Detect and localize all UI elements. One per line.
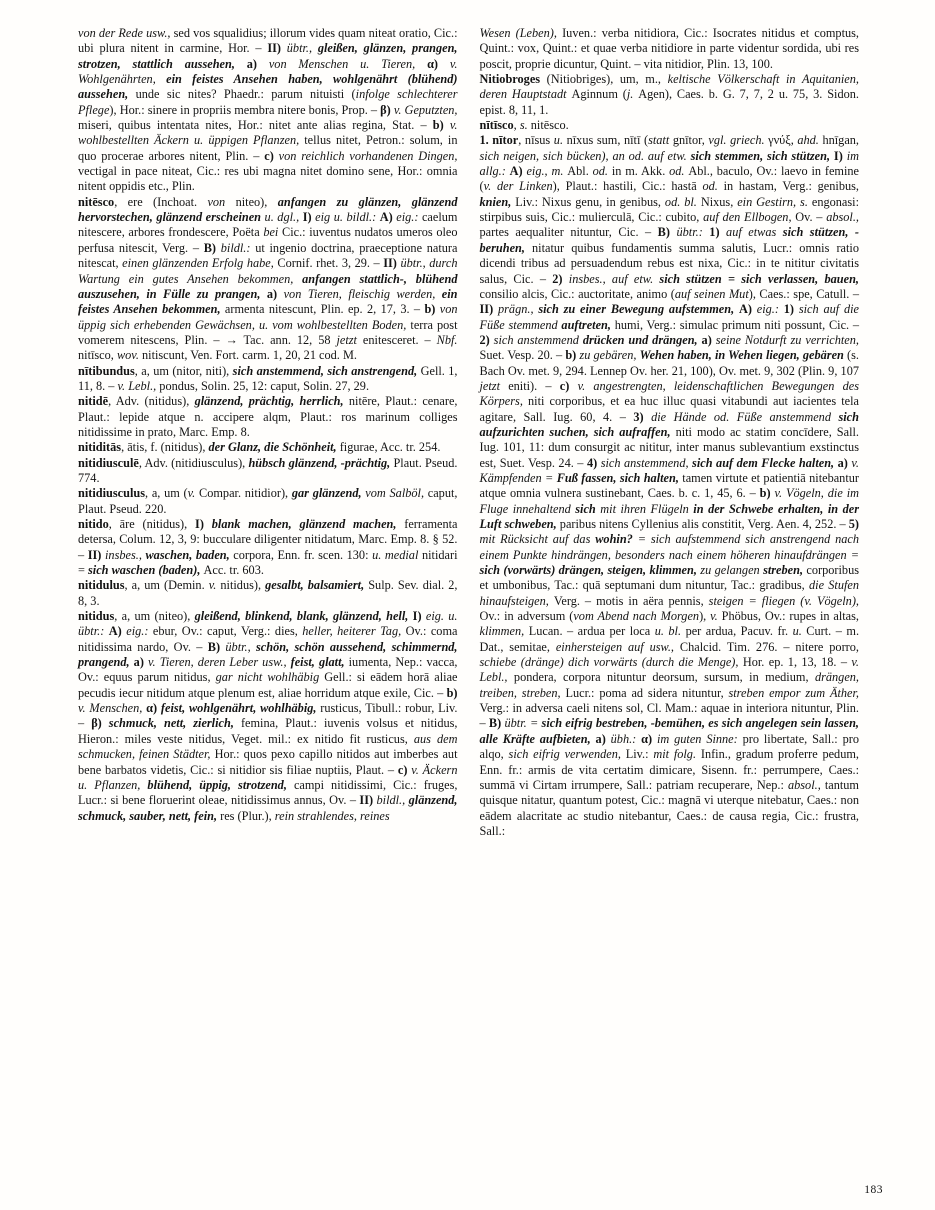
entry-nitidulus: nitidulus, a, um (Demin. v. nitidus), gesalbt, balsamiert, Sulp. Sev. dial. 2, 8, 3.: [78, 578, 458, 608]
entry-nitibundus: nītibundus, a, um (nitor, niti), sich anstemmend, sich anstrengend, Gell. 1, 11, 8. – v. Lebl., pondus, Solin. 25, 12: caput, Solin. 27, 29.: [78, 363, 458, 393]
entry-nitidiuscule: nitidiusculē, Adv. (nitidiusculus), hübsch glänzend, -prächtig, Plaut. Pseud. 774.: [78, 455, 458, 485]
entry-nitesco: nitēsco, ere (Inchoat. von niteo), anfangen zu glänzen, glänzend hervorstechen, glänzend erscheinen u. dgl., I) eig u. bildl.: A) eig.: caelum nitescere, arbores frondescere, Poëta bei Cic.: iuventus nudatos umeros oleo perfusa nitescit, Verg. – B) bildl.: ut ingenio doctrina, praeceptione natura nitescat, einen glänzenden Erfolg habe, Cornif. rhet. 3, 29. – II) übtr., durch Wartung ein gutes Ansehen bekommen, anfangen stattlich-, blühend auszusehen, in Fülle zu prangen, a) von Tieren, fleischig werden, ein feistes Ansehen bekommen, armenta nitescunt, Plin. ep. 2, 17, 3. – b) von üppig sich erhebenden Gewächsen, u. vom wohlbestellten Boden, terra post vomerem nitescens, Plin. – → Tac. ann. 12, 58 jetzt enitesceret. – Nbf. nitīsco, wov. nitiscunt, Ven. Fort. carm. 1, 20, 21 cod. M.: [78, 194, 458, 363]
entry-niteo-continuation: von der Rede usw., sed vos squalidius; illorum vides quam niteat oratio, Cic.: ubi plura nitent in carmine, Hor. – II) übtr., gleißen, glänzen, prangen, strotzen, stattlich aussehen, a) von Menschen u. Tieren, α) v. Wohlgenährten, ein feistes Ansehen haben, wohlgenährt (blühend) aussehen, unde sic nites? Phaedr.: parum nituisti (infolge schlechterer Pflege), Hor.: sinere in propriis membra nitere bonis, Prop. – β) v. Geputzten, miseri, quibus intentata nites, Hor.: nitet ante alias regina, Stat. – b) v. wohlbestellten Äckern u. üppigen Pflanzen, tellus nitet, Petron.: solum, in quo procerae arbores nitent, Plin. – c) von reichlich vorhandenen Dingen, vectigal in pace niteat, Cic.: res ubi magna nitet domino sene, Hor.: omnia nitent oppidis etc., Plin.: [78, 26, 458, 194]
entry-nitisco: nītīsco, s. nitēsco.: [479, 118, 569, 133]
entry-nitidus-continuation: Wesen (Leben), Iuven.: verba nitidiora, Cic.: Isocrates nitidus et comptus, Quint.: vox, Quint.: et quae verba nitidiore in parte videntur sordida, ubi res poscit, proprie dicuntur, Quint. – vita nitidior, Plin. 13, 100.: [479, 26, 859, 71]
left-column: [78, 26, 458, 839]
page-number: 183: [864, 1184, 883, 1196]
entry-nitiditas: nitiditās, ātis, f. (nitidus), der Glanz, die Schönheit, figurae, Acc. tr. 254.: [78, 440, 441, 455]
entry-nitido: nitido, āre (nitidus), I) blank machen, glänzend machen, ferramenta detersa, Colum. 12, 3, 9: bucculare diligenter nitidatum, Marc. Emp. 8. § 52. – II) insbes., waschen, baden, corpora, Enn. fr. scen. 130: u. medial nitidari = sich waschen (baden), Acc. tr. 603.: [78, 517, 458, 578]
right-column: [480, 26, 860, 839]
entry-nitidiusculus: nitidiusculus, a, um (v. Compar. nitidior), gar glänzend, vom Salböl, caput, Plaut. Pseud. 220.: [78, 486, 458, 516]
entry-nitidus: nitidus, a, um (niteo), gleißend, blinkend, blank, glänzend, hell, I) eig. u. übtr.: A) eig.: ebur, Ov.: caput, Verg.: dies, heller, heiterer Tag, Ov.: coma nitidissima nardo, Ov. – B) übtr., schön, schön aussehend, schimmernd, prangend, a) v. Tieren, deren Leber usw., feist, glatt, iumenta, Nep.: vacca, Ov.: equus parum nitidus, gar nicht wohlhäbig Gell.: si eādem horā aliae pecudis iecur nitidum atque plenum est, aliae horridum atque exile, Cic. – b) v. Menschen, α) feist, wohlgenährt, wohlhäbig, rusticus, Tibull.: robur, Liv. – β) schmuck, nett, zierlich, femina, Plaut.: iuvenis volsus et nitidus, Hieron.: miles veste nitidus, Veget. mil.: ex nitido fit rusticus, aus dem schmucken, feinen Städter, Hor.: quos pexo capillo nitidos aut imberbes aut bene barbatos videtis, Cic.: si nitidior sis filiae nuptiis, Plaut. – c) v. Äckern u. Pflanzen, blühend, üppig, strotzend, campi nitidissimi, Cic.: fruges, Lucr.: si bene floruerint oleae, nitidissimus annus, Ov. – II) bildl., glänzend, schmuck, sauber, nett, fein, res (Plur.), rein strahlendes, reines: [78, 609, 458, 823]
entry-nitor-verb: 1. nītor, nīsus u. nīxus sum, nītī (statt gnītor, vgl. griech. γνύξ, ahd. hnīgan, sich neigen, sich bücken), an od. auf etw. sich stemmen, sich stützen, I) im allg.: A) eig., m. Abl. od. in m. Akk. od. Abl., baculo, Ov.: laevo in femine (v. der Linken), Plaut.: hastili, Cic.: hastā od. in hastam, Verg.: genibus, knien, Liv.: Nixus genu, in genibus, od. bl. Nixus, ein Gestirn, s. engonasi: stirpibus suis, Cic.: mulierculā, Cic.: cubito, auf den Ellbogen, Ov. – absol., partes aequaliter nituntur, Cic. – B) übtr.: 1) auf etwas sich stützen, -beruhen, nitatur quibus fundamentis summa salutis, Lucr.: omnis ratio dicendi tribus ad persuadendum rebus est nixa, Cic.: in te nititur civitatis salus, Cic. – 2) insbes., auf etw. sich stützen = sich verlassen, bauen, consilio alcis, Cic.: auctoritate, animo (auf seinen Mut), Caes.: spe, Catull. – II) prägn., sich zu einer Bewegung aufstemmen, A) eig.: 1) sich auf die Füße stemmend auftreten, humi, Verg.: simulac primum niti possunt, Cic. – 2) sich anstemmend drücken und drängen, a) seine Notdurft zu verrichten, Suet. Vesp. 20. – b) zu gebären, Wehen haben, in Wehen liegen, gebären (s. Bach Ov. met. 9, 294. Lennep Ov. her. 21, 100), Ov. met. 9, 302 (Plin. 9, 107 jetzt eniti). – c) v. angestrengten, leidenschaftlichen Bewegungen des Körpers, niti corporibus, et ea huc illuc quasi vitabundi aut iacientes tela agitare, Sall. Iug. 60, 4. – 3) die Hände od. Füße anstemmend sich aufzurichten suchen, sich aufraffen, niti modo ac statim concīdere, Sall. Iug. 101, 11: dum consurgit ac nititur, inter manus sublevantium exstinctus est, Suet. Vesp. 24. – 4) sich anstemmend, sich auf dem Flecke halten, a) v. Kämpfenden = Fuß fassen, sich halten, tamen virtute et patientiā nitebantur atque omnia vulnera sustinebant, Caes. b. c. 1, 45, 6. – b) v. Vögeln, die im Fluge innehaltend sich mit ihren Flügeln in der Schwebe erhalten, in der Luft schweben, paribus nitens Cyllenius alis constitit, Verg. Aen. 4, 252. – 5) mit Rücksicht auf das wohin? = sich aufstemmend sich anstrengend nach einem Punkte hindrängen, besonders nach einem höheren hinaufdrängen = sich (vorwärts) drängen, steigen, klimmen, zu gelangen streben, corporibus et umbonibus, Tac.: quā septumani dum nituntur, Tac.: gradibus, die Stufen hinaufsteigen, Verg. – motis in aëra pennis, steigen = fliegen (v. Vögeln), Ov.: in adversum (vom Abend nach Morgen), v. Phöbus, Ov.: rupes in altas, klimmen, Lucan. – ardua per loca u. bl. per ardua, Pacuv. fr. u. Curt. – m. Dat., semitae, einhersteigen auf usw., Chalcid. Tim. 276. – nitere porro, schiebe (dränge) dich vorwärts (durch die Menge), Hor. ep. 1, 13, 18. – v. Lebl., pondera, corpora nituntur deorsum, sursum, in medium, drängen, treiben, streben, Lucr.: poma ad sidera nituntur, streben empor zum Äther, Verg.: in adversa caeli nitens sol, Cl. Mam.: aquae in interiora nituntur, Plin. – B) übtr. = sich eifrig bestreben, -bemühen, es sich angelegen sein lassen, alle Kräfte aufbieten, a) übh.: α) im guten Sinne: pro libertate, Sall.: pro alqo, sich eifrig verwenden, Liv.: mit folg. Infin., gradum proferre pedum, Enn. fr.: armis de vita certatim dimicare, Sisenn. fr.: perrumpere, Caes.: summā vi Cirtam irrumpere, Sall.: patriam recuperare, Nep.: absol., tantum quisque nitatur, quantum potest, Cic.: magnā vi uterque nitebatur, Caes.: non eādem alacritate ac studio nitebantur, Caes.: de causa regia, Cic.: frustra, Sall.:: [479, 133, 860, 838]
entry-nitide: nitidē, Adv. (nitidus), glänzend, prächtig, herrlich, nitēre, Plaut.: cenare, Plaut.: lepide atque n. accipere alqm, Plaut.: ros marinum colliges nitidissime in prato, Marc. Emp. 8.: [78, 394, 458, 439]
entry-nitiobroges: Nitiobroges (Nitiobriges), um, m., keltische Völkerschaft in Aquitanien, deren Hauptstadt Aginnum (j. Agen), Caes. b. G. 7, 7, 2 u. 75, 3. Sidon. epist. 8, 11, 1.: [479, 72, 859, 117]
text-columns: [78, 26, 859, 839]
